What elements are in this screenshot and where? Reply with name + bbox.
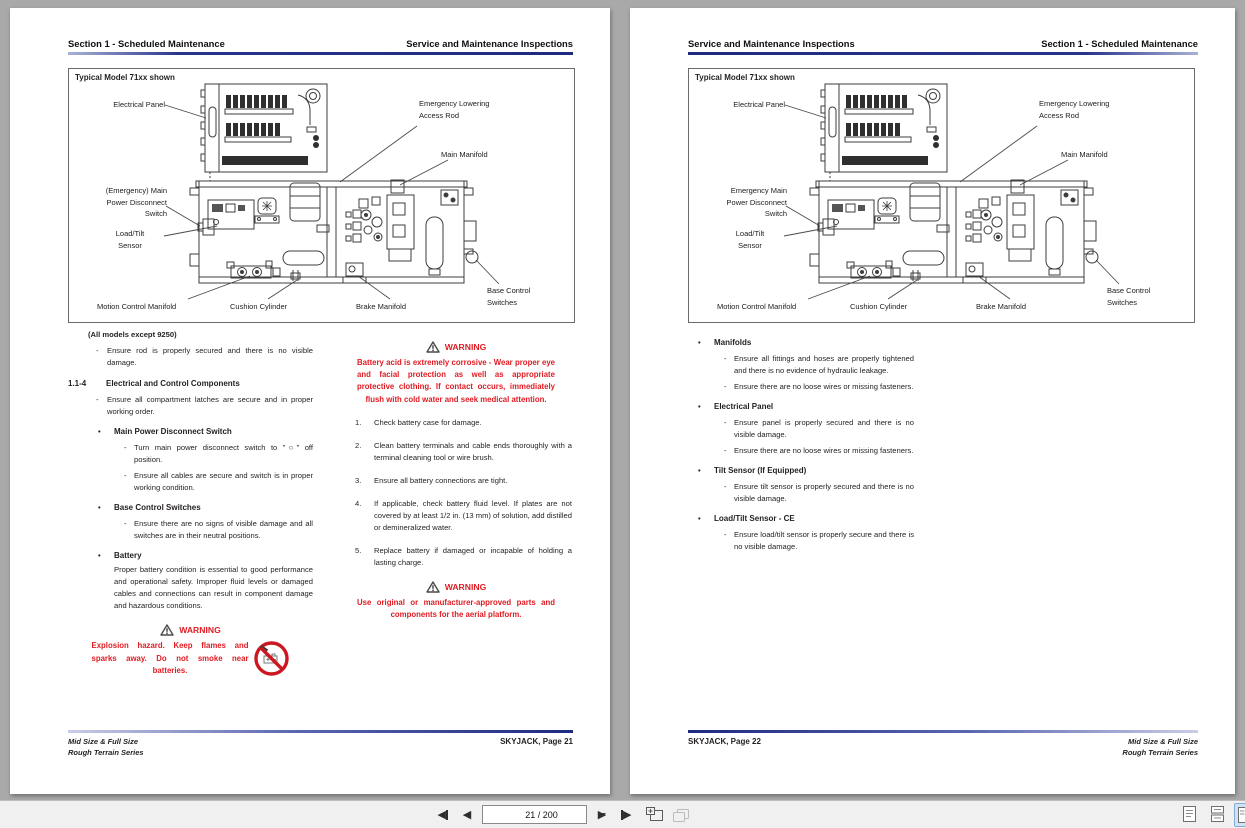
bullet-heading — [698, 401, 914, 413]
bullet-marker: • — [698, 338, 701, 347]
next-page-button[interactable] — [593, 805, 611, 825]
label-line: Main Manifold — [441, 150, 488, 159]
label-electrical-panel — [71, 99, 165, 111]
header-rule — [688, 52, 1198, 55]
header-left-title: Service and Maintenance Inspections — [688, 38, 855, 49]
bullet-heading — [98, 502, 313, 514]
label-line: Electrical Panel — [733, 100, 785, 109]
numbered-step — [355, 498, 572, 534]
label-emergency-lowering-access-rod — [1039, 98, 1109, 121]
label-cushion-cylinder — [850, 301, 907, 313]
label-line: Brake Manifold — [356, 302, 407, 311]
dash-marker: - — [724, 446, 727, 455]
checklist-item — [724, 481, 914, 505]
header-right-title: Section 1 - Scheduled Maintenance — [1041, 38, 1198, 49]
bullet-title: Tilt Sensor (If Equipped) — [714, 466, 807, 475]
checklist-text: Ensure all cables are secure and switch is in proper working condition. — [134, 471, 313, 492]
pdf-page — [630, 8, 1235, 794]
header-right-title: Service and Maintenance Inspections — [406, 38, 573, 49]
label-brake-manifold — [356, 301, 406, 313]
label-main-power-disconnect-switch — [77, 185, 167, 220]
footer-line: SKYJACK, Page 22 — [688, 737, 761, 746]
bullet-title: Manifolds — [714, 338, 752, 347]
page-number-box — [482, 805, 587, 824]
label-emergency-lowering-access-rod — [419, 98, 489, 121]
label-line: Power Disconnect — [106, 197, 167, 207]
first-page-button[interactable] — [434, 805, 452, 825]
label-line: Power Disconnect — [726, 197, 787, 207]
label-line: Switch — [144, 209, 167, 218]
page-header — [68, 38, 573, 55]
label-line: Sensor — [738, 240, 762, 250]
dash-marker: - — [724, 382, 727, 391]
bullet-title: Main Power Disconnect Switch — [114, 427, 232, 436]
footer-line: Rough Terrain Series — [68, 747, 144, 757]
previous-page-button[interactable] — [458, 805, 476, 825]
label-main-manifold — [441, 149, 488, 161]
footer-right-text — [1122, 737, 1198, 758]
footer-line: Mid Size & Full Size — [1127, 737, 1198, 746]
warning-label: WARNING — [444, 581, 487, 592]
checklist-item — [124, 518, 313, 542]
label-load-tilt-sensor — [99, 228, 161, 251]
bullet-heading — [698, 465, 914, 477]
numbered-step — [355, 417, 572, 429]
label-line: Load/Tilt — [115, 229, 145, 238]
facing-pages-view-button[interactable] — [1234, 803, 1245, 827]
checklist-item — [724, 381, 914, 393]
bullet-marker: • — [98, 551, 101, 560]
checklist-text: Turn main power disconnect switch to "○" off position. — [134, 443, 313, 464]
label-line: Switches — [487, 297, 518, 307]
section-heading — [68, 378, 313, 390]
footer-line: Mid Size & Full Size — [68, 737, 139, 746]
continuous-view-icon — [1211, 806, 1224, 822]
dash-marker: - — [124, 471, 127, 480]
checklist-text: Ensure tilt sensor is properly secured and there is no visible damage. — [734, 482, 914, 503]
footer-right-text — [500, 737, 573, 758]
figure-box — [688, 68, 1195, 323]
checklist-text: Ensure load/tilt sensor is properly secure and there is no visible damage. — [734, 530, 914, 551]
footer-rule — [688, 730, 1198, 733]
dash-marker: - — [724, 418, 727, 427]
footer-left-text — [68, 737, 144, 758]
warning-label: WARNING — [444, 342, 487, 352]
label-line: Access Rod — [419, 110, 460, 120]
bullet-marker: • — [698, 514, 701, 523]
facing-pages-view-icon — [1238, 807, 1245, 823]
step-text: Replace battery if damaged or incapable of holding a lasting charge. — [374, 545, 572, 567]
dash-marker: - — [124, 443, 127, 452]
label-base-control-switches — [1107, 285, 1150, 308]
last-page-icon: ▶ — [623, 809, 632, 821]
label-main-manifold — [1061, 149, 1108, 161]
checklist-item — [124, 442, 313, 466]
section-title: Electrical and Control Components — [106, 379, 240, 388]
checklist-item — [124, 470, 313, 494]
warning-text: Explosion hazard. Keep flames and sparks away. Do not smoke near batteries. — [91, 641, 249, 675]
figure-title: Typical Model 71xx shown — [695, 73, 795, 82]
checklist-text: Ensure there are no loose wires or missing fasteners. — [734, 446, 914, 455]
continuous-view-button[interactable] — [1206, 803, 1228, 825]
label-main-power-disconnect-switch — [697, 185, 787, 220]
checklist-item — [724, 529, 914, 553]
single-page-view-button[interactable] — [1178, 803, 1200, 825]
step-number: 5. — [355, 545, 362, 555]
step-number: 4. — [355, 498, 362, 508]
bullet-heading — [98, 426, 313, 438]
label-line: Load/Tilt — [735, 229, 765, 238]
label-load-tilt-sensor — [719, 228, 781, 251]
numbered-step — [355, 475, 572, 487]
numbered-step — [355, 545, 572, 569]
single-page-view-icon — [1183, 806, 1196, 822]
dash-marker: - — [724, 530, 727, 539]
step-text: Check battery case for damage. — [374, 417, 482, 427]
warning-body — [92, 640, 290, 677]
label-line: Base Control — [1107, 286, 1151, 295]
text-column-right — [340, 329, 572, 621]
checklist-text: Ensure panel is properly secured and there is no visible damage. — [734, 418, 914, 439]
bullet-heading — [698, 513, 914, 525]
text-column-left — [668, 329, 914, 557]
dash-marker: - — [724, 482, 727, 491]
label-brake-manifold — [976, 301, 1026, 313]
step-text: Clean battery terminals and cable ends thoroughly with a terminal cleaning tool or wire brush. — [374, 440, 572, 462]
checklist-item — [724, 353, 914, 377]
checklist-item — [724, 417, 914, 441]
figure-title: Typical Model 71xx shown — [75, 73, 175, 82]
checklist-text: Ensure all compartment latches are secure and in proper working order. — [107, 395, 313, 416]
label-line: Access Rod — [1039, 110, 1080, 120]
label-line: Cushion Cylinder — [850, 302, 908, 311]
warning-block — [357, 581, 555, 621]
step-text: Ensure all battery connections are tight. — [374, 475, 508, 485]
last-page-button[interactable] — [617, 805, 635, 825]
step-number: 2. — [355, 440, 362, 450]
label-line: Electrical Panel — [113, 100, 165, 109]
window-tools — [645, 806, 690, 823]
dash-marker: - — [96, 346, 99, 355]
bullet-marker: • — [98, 427, 101, 436]
warning-text: Use original or manufacturer-approved parts and components for the aerial platform. — [357, 597, 555, 620]
page-layout-controls — [1178, 803, 1245, 827]
warning-text: Battery acid is extremely corrosive - Wear proper eye and facial protection as well as appropriate protective clothing. If contact occurs, immediately flush with cold water and seek medical attention. — [357, 358, 555, 404]
page-footer — [68, 730, 573, 758]
page-navigation — [434, 801, 690, 828]
bullet-title: Battery — [114, 551, 142, 560]
first-page-icon-bar — [446, 810, 449, 820]
warning-triangle-icon — [160, 624, 174, 636]
note-heading: (All models except 9250) — [88, 330, 177, 339]
dash-marker: - — [124, 519, 127, 528]
footer-rule — [68, 730, 573, 733]
label-base-control-switches — [487, 285, 530, 308]
bullet-heading — [698, 337, 914, 349]
header-left-title: Section 1 - Scheduled Maintenance — [68, 38, 225, 49]
label-line: Motion Control Manifold — [97, 302, 177, 311]
step-number: 3. — [355, 475, 362, 485]
footer-line: SKYJACK, Page 21 — [500, 737, 573, 746]
bullet-marker: • — [698, 402, 701, 411]
warning-header — [357, 581, 555, 593]
label-cushion-cylinder — [230, 301, 287, 313]
checklist-text: Ensure all fittings and hoses are properly tightened and there is no evidence of hydraulic leakage. — [734, 354, 914, 375]
first-page-icon: ◀ — [437, 809, 446, 821]
bullet-marker: • — [98, 503, 101, 512]
label-line: Emergency Lowering — [1039, 99, 1110, 108]
label-line: Main Manifold — [1061, 150, 1108, 159]
label-line: Emergency Lowering — [419, 99, 490, 108]
label-motion-control-manifold — [717, 301, 796, 313]
label-line: Motion Control Manifold — [717, 302, 797, 311]
text-column-left — [68, 329, 313, 677]
checklist-item — [724, 445, 914, 457]
label-line: Brake Manifold — [976, 302, 1027, 311]
label-line: (Emergency) Main — [105, 186, 167, 195]
label-line: Switches — [1107, 297, 1138, 307]
page-footer — [688, 730, 1198, 758]
label-line: Switch — [764, 209, 787, 218]
new-window-icon[interactable] — [645, 806, 664, 823]
label-line: Cushion Cylinder — [230, 302, 288, 311]
step-text: If applicable, check battery fluid level. If plates are not covered by at least 1/2 in. (13 mm) of solution, add distilled or demineralized water. — [374, 498, 572, 532]
checklist-text: Ensure rod is properly secured and there is no visible damage. — [107, 346, 313, 367]
footer-line: Rough Terrain Series — [1122, 747, 1198, 757]
previous-page-icon: ◀ — [462, 809, 472, 821]
bullet-title: Electrical Panel — [714, 402, 774, 411]
bullet-heading — [98, 550, 313, 562]
checklist-item — [96, 394, 313, 418]
label-line: Base Control — [487, 286, 531, 295]
label-line: Emergency Main — [730, 186, 787, 195]
label-electrical-panel — [691, 99, 785, 111]
numbered-step — [355, 440, 572, 464]
duplicate-window-icon[interactable] — [671, 806, 690, 823]
no-smoking-icon — [253, 640, 290, 677]
warning-block — [92, 624, 290, 677]
label-line: Sensor — [118, 240, 142, 250]
warning-triangle-icon — [426, 581, 440, 593]
checklist-item — [96, 345, 313, 369]
pdf-page — [10, 8, 610, 794]
checklist-text: Ensure there are no loose wires or missing fasteners. — [734, 382, 914, 391]
bullet-title: Base Control Switches — [114, 503, 201, 512]
dash-marker: - — [96, 395, 99, 404]
warning-block — [357, 341, 555, 406]
bullet-marker: • — [698, 466, 701, 475]
step-number: 1. — [355, 417, 362, 427]
viewer-toolbar — [0, 800, 1245, 828]
dash-marker: - — [724, 354, 727, 363]
body-paragraph: Proper battery condition is essential to good performance and operational safety. Improper fluid levels or damaged cables and connections can result in component damage and hazardous conditions. — [114, 565, 313, 610]
warning-header — [357, 341, 555, 353]
checklist-text: Ensure there are no signs of visible damage and all switches are in their neutral positions. — [134, 519, 313, 540]
next-page-icon: ▶ — [597, 809, 607, 821]
warning-label: WARNING — [179, 625, 221, 635]
figure-box — [68, 68, 575, 323]
page-header — [688, 38, 1198, 55]
section-number: 1.1-4 — [68, 379, 87, 388]
warning-triangle-icon — [426, 341, 440, 353]
warning-header — [92, 624, 290, 636]
page-number-input[interactable] — [483, 810, 600, 820]
footer-left-text — [688, 737, 761, 758]
bullet-title: Load/Tilt Sensor - CE — [714, 514, 795, 523]
header-rule — [68, 52, 573, 55]
label-motion-control-manifold — [97, 301, 176, 313]
